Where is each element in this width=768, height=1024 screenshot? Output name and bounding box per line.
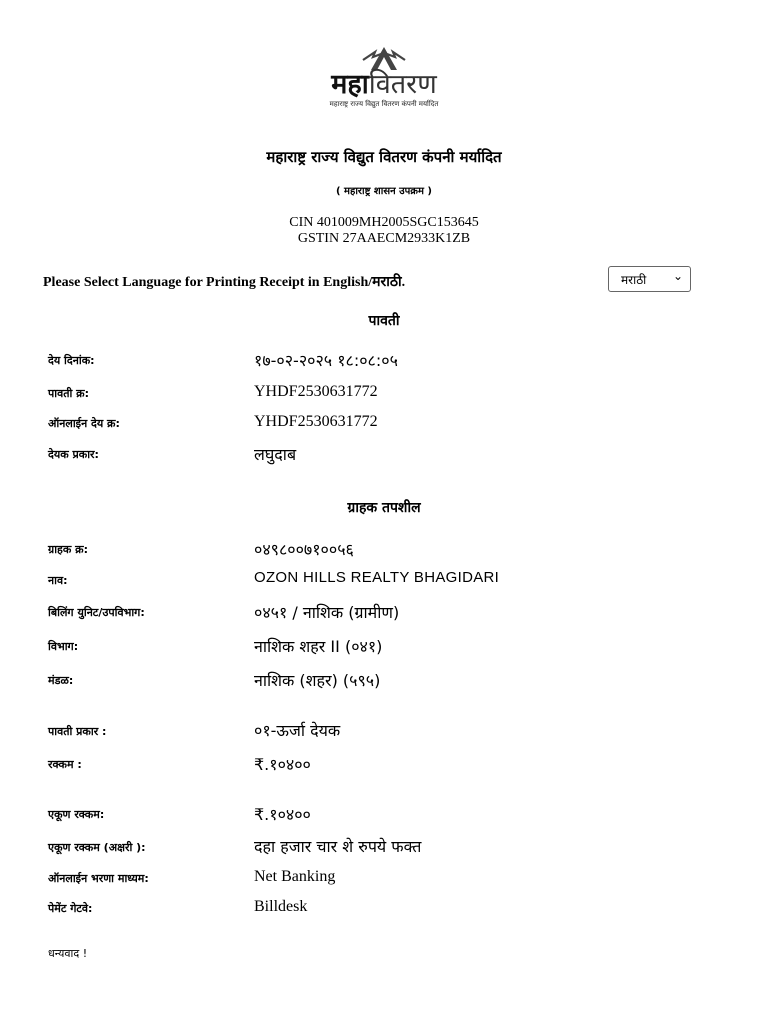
cin-number: CIN 401009MH2005SGC153645 — [289, 215, 479, 230]
payment-gateway-value: Billdesk — [254, 898, 308, 915]
gstin-number: GSTIN 27AAECM2933K1ZB — [297, 231, 471, 246]
logo — [0, 46, 768, 109]
amount-in-words-value: दहा हजार चार शे रुपये फक्त — [254, 837, 422, 856]
language-select-value: मराठी — [621, 273, 647, 287]
online-due-number-value: YHDF2530631772 — [254, 413, 378, 430]
amount-value: ₹.१०४०० — [254, 755, 311, 774]
receipt-number-value: YHDF2530631772 — [254, 383, 378, 400]
consumer-number-value: ०४९८००७१००५६ — [254, 540, 354, 559]
total-amount-value: ₹.१०४०० — [254, 805, 311, 824]
division-label: विभाग: — [48, 640, 79, 653]
total-amount-label: एकूण रक्कम: — [48, 808, 105, 821]
language-prompt: Please Select Language for Printing Receipt in English/मराठी. — [43, 275, 406, 290]
billing-unit-label: बिलिंग युनिट/उपविभाग: — [48, 606, 145, 619]
company-name: महाराष्ट्र राज्य विद्युत वितरण कंपनी मर्यादित — [266, 148, 502, 166]
receipt-number-label: पावती क्र: — [48, 387, 90, 400]
receipt-title: पावती — [368, 313, 400, 329]
company-subtitle: ( महाराष्ट्र शासन उपक्रम ) — [336, 186, 432, 197]
billing-unit-value: ०४५१ / नाशिक (ग्रामीण) — [254, 603, 400, 622]
thank-you-text: धन्यवाद ! — [48, 947, 88, 960]
bill-type-value: लघुदाब — [254, 445, 297, 464]
circle-label: मंडळ: — [48, 674, 74, 687]
registration-info — [0, 215, 768, 247]
consumer-number-label: ग्राहक क्र: — [48, 543, 89, 556]
name-value: OZON HILLS REALTY BHAGIDARI — [254, 569, 500, 586]
bill-type-label: देयक प्रकार: — [48, 448, 99, 461]
amount-label: रक्कम : — [48, 758, 82, 771]
division-value: नाशिक शहर II (०४१) — [254, 637, 383, 656]
logo-light-text: वितरण — [368, 69, 437, 100]
logo-tagline: महाराष्ट्र राज्य विद्युत वितरण कंपनी मर्यादित — [329, 100, 439, 108]
customer-details-title: ग्राहक तपशील — [347, 500, 421, 516]
chevron-down-icon: ⌄ — [672, 269, 683, 283]
due-date-label: देय दिनांक: — [48, 354, 95, 367]
receipt-type-value: ०१-ऊर्जा देयक — [254, 721, 341, 740]
payment-mode-value: Net Banking — [254, 868, 336, 885]
language-select[interactable] — [608, 266, 691, 292]
amount-in-words-label: एकूण रक्कम (अक्षरी ): — [48, 841, 146, 854]
receipt-type-label: पावती प्रकार : — [48, 725, 107, 738]
due-date-value: १७-०२-२०२५ १८:०८:०५ — [254, 351, 398, 370]
logo-wordmark — [0, 70, 768, 100]
circle-value: नाशिक (शहर) (५९५) — [254, 671, 381, 690]
payment-gateway-label: पेमेंट गेटवे: — [48, 902, 93, 915]
logo-bold-text: महा — [331, 69, 369, 100]
payment-mode-label: ऑनलाईन भरणा माध्यम: — [48, 872, 149, 885]
online-due-number-label: ऑनलाईन देय क्र: — [48, 417, 120, 430]
name-label: नाव: — [48, 574, 68, 587]
